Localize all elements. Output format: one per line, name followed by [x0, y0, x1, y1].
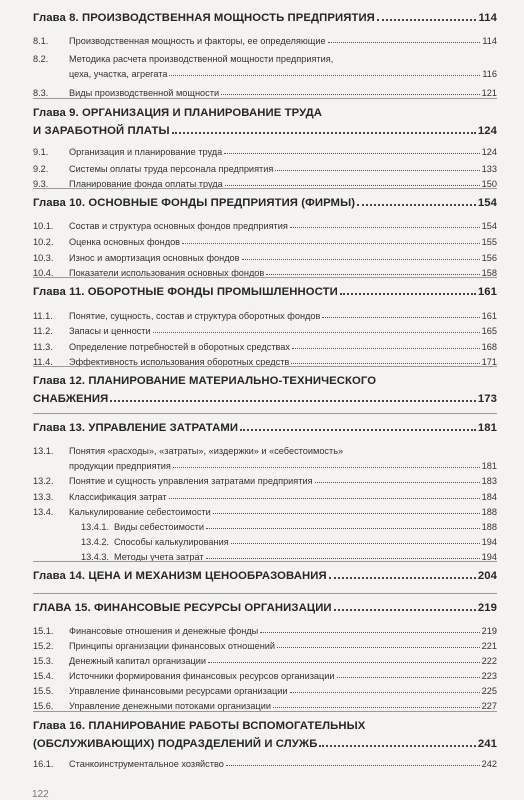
chapter-divider	[33, 277, 497, 278]
toc-number: 9.3.	[33, 179, 49, 189]
toc-number: 13.1.	[33, 446, 54, 456]
toc-line	[33, 503, 497, 517]
toc-number: 11.3.	[33, 342, 53, 352]
toc-leader-dots	[319, 745, 475, 747]
toc-title: Производственная мощность и факторы, ее определяющие	[69, 36, 326, 46]
toc-leader-dots	[277, 647, 480, 648]
toc-number: 15.3.	[33, 656, 54, 666]
toc-line	[33, 533, 497, 547]
toc-leader-dots	[290, 227, 480, 228]
toc-line	[33, 652, 497, 666]
toc-number: 8.2.	[33, 54, 49, 64]
toc-page-number: 154	[477, 197, 497, 209]
toc-page-number: 114	[478, 12, 497, 24]
toc-page-number: 184	[481, 492, 497, 502]
toc-page-number: 124	[481, 147, 497, 157]
toc-title: Показатели использования основных фондов	[69, 268, 265, 278]
toc-page-number: 173	[477, 393, 497, 405]
toc-leader-dots	[291, 363, 479, 364]
toc-title: Классификация затрат	[69, 492, 167, 502]
toc-line	[33, 353, 497, 367]
chapter-divider	[33, 711, 497, 712]
toc-page-number: 133	[481, 164, 497, 174]
page-corner-number: 122	[32, 789, 49, 800]
toc-number: 13.4.1.	[81, 522, 110, 532]
toc-page-number: 204	[477, 570, 497, 582]
toc-leader-dots	[328, 42, 481, 43]
toc-number: 13.3.	[33, 492, 54, 502]
toc-leader-dots	[169, 75, 480, 76]
toc-line	[33, 697, 497, 711]
toc-title: Запасы и ценности	[69, 326, 151, 336]
toc-number: 10.3.	[33, 253, 54, 263]
toc-leader-dots	[213, 513, 480, 514]
toc-number: 15.5.	[33, 686, 54, 696]
toc-leader-dots	[292, 348, 480, 349]
toc-leader-dots	[337, 677, 480, 678]
toc-leader-dots	[242, 259, 480, 260]
toc-number: 10.1.	[33, 221, 54, 231]
toc-leader-dots	[206, 528, 480, 529]
chapter-divider	[33, 561, 497, 562]
toc-leader-dots	[340, 293, 476, 295]
toc-number: 9.2.	[33, 164, 49, 174]
toc-line	[33, 284, 497, 298]
toc-line	[33, 195, 497, 209]
toc-title: Состав и структура основных фондов предприятия	[69, 221, 288, 231]
toc-page-number: 194	[481, 552, 497, 562]
toc-title: Виды производственной мощности	[69, 88, 220, 98]
toc-title: Организация и планирование труда	[69, 147, 223, 157]
toc-line	[33, 10, 497, 24]
toc-line	[33, 568, 497, 582]
toc-title: СНАБЖЕНИЯ	[33, 393, 109, 405]
toc-line	[33, 84, 497, 98]
toc-title: Понятие и сущность управления затратами предприятия	[69, 476, 313, 486]
toc-title: Планирование фонда оплаты труда	[69, 179, 223, 189]
toc-title: Износ и амортизация основных фондов	[69, 253, 240, 263]
toc-leader-dots	[169, 498, 480, 499]
toc-title: Глава 13. УПРАВЛЕНИЕ ЗАТРАТАМИ	[33, 422, 239, 434]
toc-leader-dots	[224, 153, 479, 154]
chapter-divider	[33, 366, 497, 367]
toc-number: 15.1.	[33, 626, 54, 636]
toc-line	[33, 249, 497, 263]
toc-line	[33, 518, 497, 532]
toc-line	[33, 322, 497, 336]
toc-title: Определение потребностей в оборотных средствах	[69, 342, 291, 352]
toc-leader-dots	[266, 274, 479, 275]
toc-leader-dots	[377, 19, 477, 21]
chapter-divider	[33, 188, 497, 189]
toc-number: 13.4.	[33, 507, 54, 517]
toc-leader-dots	[357, 204, 476, 206]
toc-line	[33, 637, 497, 651]
toc-title: Глава 9. ОРГАНИЗАЦИЯ И ПЛАНИРОВАНИЕ ТРУДА	[33, 107, 323, 119]
toc-line	[33, 175, 497, 189]
toc-number: 8.3.	[33, 88, 49, 98]
toc-title: Понятие, сущность, состав и структура оборотных фондов	[69, 311, 321, 321]
toc-page-number: 219	[477, 602, 497, 614]
toc-title: Глава 10. ОСНОВНЫЕ ФОНДЫ ПРЕДПРИЯТИЯ (ФИРМЫ)	[33, 197, 356, 209]
toc-line	[33, 472, 497, 486]
toc-line	[33, 143, 497, 157]
toc-leader-dots	[206, 558, 480, 559]
toc-page-number: 225	[481, 686, 497, 696]
toc-number: 15.2.	[33, 641, 54, 651]
toc-title: Станкоинструментальное хозяйство	[69, 759, 224, 769]
toc-leader-dots	[273, 707, 480, 708]
toc-page-number: 156	[481, 253, 497, 263]
toc-page-number: 219	[481, 626, 497, 636]
toc-line	[33, 105, 497, 119]
toc-page-number: 168	[481, 342, 497, 352]
toc-title: цеха, участка, агрегата	[69, 69, 168, 79]
toc-page-number: 158	[481, 268, 497, 278]
toc-line	[33, 233, 497, 247]
toc-title: Системы оплаты труда персонала предприятия	[69, 164, 274, 174]
toc-title: ГЛАВА 15. ФИНАНСОВЫЕ РЕСУРСЫ ОРГАНИЗАЦИИ	[33, 602, 332, 614]
toc-title: Источники формирования финансовых ресурсов организации	[69, 671, 335, 681]
toc-leader-dots	[275, 170, 479, 171]
toc-page-number: 181	[477, 422, 497, 434]
toc-leader-dots	[173, 467, 480, 468]
toc-line	[33, 667, 497, 681]
toc-page-number: 124	[477, 125, 497, 137]
toc-line	[33, 264, 497, 278]
toc-title: Методика расчета производственной мощности предприятия,	[69, 54, 334, 64]
toc-title: Виды себестоимости	[114, 522, 204, 532]
toc-page-number: 181	[481, 461, 497, 471]
toc-page-number: 188	[481, 522, 497, 532]
toc-leader-dots	[290, 692, 480, 693]
toc-line	[33, 217, 497, 231]
toc-page-number: 223	[481, 671, 497, 681]
toc-leader-dots	[182, 243, 480, 244]
toc-title: Финансовые отношения и денежные фонды	[69, 626, 259, 636]
toc-leader-dots	[315, 482, 480, 483]
toc-line	[33, 457, 497, 471]
toc-leader-dots	[110, 400, 475, 402]
toc-line	[33, 442, 497, 456]
toc-line	[33, 373, 497, 387]
toc-line	[33, 548, 497, 562]
toc-page-number: 116	[482, 69, 497, 79]
chapter-divider	[33, 413, 497, 414]
toc-leader-dots	[260, 632, 479, 633]
toc-page-number: 165	[481, 326, 497, 336]
toc-page-number: 241	[477, 738, 497, 750]
toc-number: 15.6.	[33, 701, 54, 711]
toc-title: Эффективность использования оборотных средств	[69, 357, 290, 367]
toc-line	[33, 488, 497, 502]
toc-number: 13.2.	[33, 476, 54, 486]
toc-title: Глава 12. ПЛАНИРОВАНИЕ МАТЕРИАЛЬНО-ТЕХНИЧЕСКОГО	[33, 375, 377, 387]
toc-title: И ЗАРАБОТНОЙ ПЛАТЫ	[33, 125, 170, 137]
toc-page-number: 227	[481, 701, 497, 711]
toc-title: Принципы организации финансовых отношений	[69, 641, 276, 651]
toc-line	[33, 50, 497, 64]
toc-line	[33, 307, 497, 321]
chapter-divider	[33, 98, 497, 99]
toc-title: Глава 14. ЦЕНА И МЕХАНИЗМ ЦЕНООБРАЗОВАНИЯ	[33, 570, 327, 582]
toc-page-number: 161	[477, 286, 497, 298]
toc-page-number: 194	[481, 537, 497, 547]
toc-page-number: 161	[481, 311, 497, 321]
toc-title: Оценка основных фондов	[69, 237, 181, 247]
toc-leader-dots	[208, 662, 480, 663]
toc-title: Глава 11. ОБОРОТНЫЕ ФОНДЫ ПРОМЫШЛЕННОСТИ	[33, 286, 338, 298]
toc-title: Глава 8. ПРОИЗВОДСТВЕННАЯ МОЩНОСТЬ ПРЕДПРИЯТИЯ	[33, 12, 375, 24]
toc-leader-dots	[153, 332, 480, 333]
toc-number: 11.2.	[33, 326, 53, 336]
toc-line	[33, 622, 497, 636]
toc-page-number: 155	[481, 237, 497, 247]
toc-page-number: 183	[481, 476, 497, 486]
toc-title: (ОБСЛУЖИВАЮЩИХ) ПОДРАЗДЕЛЕНИЙ И СЛУЖБ	[33, 738, 318, 750]
toc-page-number: 188	[481, 507, 497, 517]
toc-page-number: 171	[481, 357, 497, 367]
toc-leader-dots	[322, 317, 479, 318]
toc-number: 16.1.	[33, 759, 54, 769]
toc-number: 13.4.2.	[81, 537, 110, 547]
toc-number: 10.4.	[33, 268, 54, 278]
toc-page-number: 114	[482, 36, 497, 46]
toc-title: Управление финансовыми ресурсами организации	[69, 686, 288, 696]
toc-line	[33, 718, 497, 732]
toc-line	[33, 32, 497, 46]
toc-number: 15.4.	[33, 671, 54, 681]
toc-leader-dots	[329, 577, 476, 579]
toc-title: Понятия «расходы», «затраты», «издержки» и «себестоимость»	[69, 446, 344, 456]
toc-line	[33, 736, 497, 750]
toc-line	[33, 123, 497, 137]
toc-line	[33, 420, 497, 434]
toc-title: Денежный капитал организации	[69, 656, 207, 666]
toc-number: 11.4.	[33, 357, 53, 367]
toc-line	[33, 391, 497, 405]
toc-leader-dots	[240, 429, 476, 431]
toc-line	[33, 160, 497, 174]
toc-line	[33, 755, 497, 769]
toc-leader-dots	[221, 94, 480, 95]
toc-page-number: 221	[481, 641, 497, 651]
toc-number: 13.4.3.	[81, 552, 110, 562]
toc-page-number: 222	[481, 656, 497, 666]
toc-line	[33, 682, 497, 696]
toc-leader-dots	[231, 543, 480, 544]
toc-number: 9.1.	[33, 147, 49, 157]
toc-leader-dots	[225, 185, 480, 186]
toc-title: продукции предприятия	[69, 461, 171, 471]
chapter-divider	[33, 593, 497, 594]
toc-page-number: 150	[481, 179, 497, 189]
toc-title: Методы учета затрат	[114, 552, 204, 562]
toc-page-number: 154	[481, 221, 497, 231]
toc-leader-dots	[172, 132, 476, 134]
toc-title: Управление денежными потоками организации	[69, 701, 271, 711]
toc-page-number: 242	[481, 759, 497, 769]
toc-line	[33, 65, 497, 79]
toc-number: 10.2.	[33, 237, 54, 247]
toc-title: Калькулирование себестоимости	[69, 507, 211, 517]
toc-page-number: 121	[481, 88, 497, 98]
toc-leader-dots	[226, 765, 480, 766]
toc-line	[33, 338, 497, 352]
toc-number: 8.1.	[33, 36, 49, 46]
toc-title: Глава 16. ПЛАНИРОВАНИЕ РАБОТЫ ВСПОМОГАТЕЛЬНЫХ	[33, 720, 366, 732]
toc-leader-dots	[334, 609, 476, 611]
toc-number: 11.1.	[33, 311, 53, 321]
toc-line	[33, 600, 497, 614]
toc-title: Способы калькулирования	[114, 537, 229, 547]
